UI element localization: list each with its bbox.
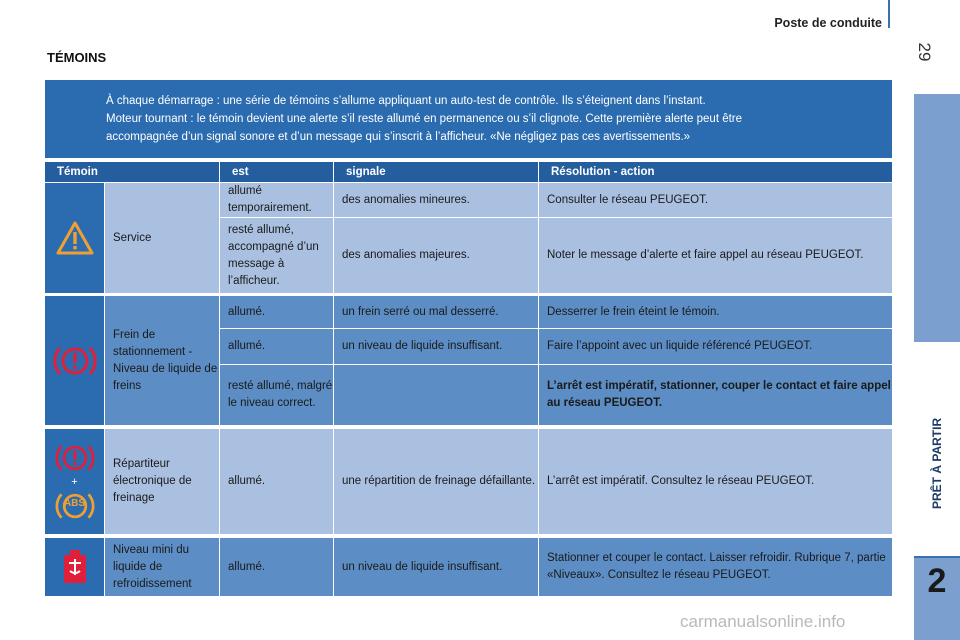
table-row (334, 365, 538, 425)
repartiteur-icon-cell (45, 429, 104, 534)
table-row: allumé. (220, 429, 333, 534)
table-row: resté allumé, accompagné d’un message à l’afficheur. (220, 218, 333, 293)
table-row: Faire l’appoint avec un liquide référencé PEUGEOT. (539, 329, 892, 364)
table-row: resté allumé, malgré le niveau correct. (220, 365, 333, 425)
refroid-name-cell (105, 538, 219, 596)
section-title: TÉMOINS (47, 50, 107, 65)
table-row: un niveau de liquide insuffisant. (334, 538, 538, 596)
table-row: Desserrer le frein éteint le témoin. (539, 296, 892, 328)
table-row: un niveau de liquide insuffisant. (334, 329, 538, 364)
table-row: L’arrêt est impératif, stationner, couper le contact et faire appel au réseau PEUGEOT. (539, 365, 892, 425)
watermark: carmanualsonline.info (680, 612, 846, 631)
frein-icon-cell (45, 296, 104, 425)
table-row: une répartition de freinage défaillante. (334, 429, 538, 534)
coolant-level-icon (62, 549, 88, 585)
service-name: Service (113, 231, 152, 244)
plus-sign: + (71, 475, 78, 488)
service-name-cell (105, 183, 219, 293)
header-temoin: Témoin (45, 162, 219, 182)
header-rule (888, 0, 890, 28)
warning-triangle-icon (55, 220, 95, 256)
table-row: L’arrêt est impératif. Consultez le réseau PEUGEOT. (539, 429, 892, 534)
frein-name: Frein de stationnement - Niveau de liquide de freins (113, 328, 218, 392)
table-row: des anomalies majeures. (334, 218, 538, 293)
table-row: un frein serré ou mal desserré. (334, 296, 538, 328)
header-est: est (220, 162, 333, 182)
page-header-title: Poste de conduite (774, 16, 882, 30)
abs-text: ABS (63, 497, 86, 509)
side-chapter-label: PRÊT À PARTIR (930, 417, 944, 509)
repartiteur-name-cell (105, 429, 219, 534)
table-row: allumé. (220, 538, 333, 596)
intro-line-3: accompagnée d’un signal sonore et d’un message qui s’inscrit à l’afficheur. «Ne négligez pas ces avertissements.» (106, 131, 691, 143)
abs-icon (52, 488, 98, 524)
table-row: Noter le message d’alerte et faire appel au réseau PEUGEOT. (539, 218, 892, 293)
table-row: des anomalies mineures. (334, 183, 538, 217)
table-row: allumé temporairement. (220, 183, 333, 217)
intro-line-2: Moteur tournant : le témoin devient une alerte s’il reste allumé en permanence ou s’il clignote. Cette première alerte peut être (106, 113, 743, 125)
brake-warning-icon (52, 341, 98, 381)
repartiteur-name: Répartiteur électronique de freinage (113, 458, 192, 504)
header-signale: signale (334, 162, 538, 182)
table-row: allumé. (220, 296, 333, 328)
service-icon-cell (45, 183, 104, 293)
refroid-icon-cell (45, 538, 104, 596)
header-resolution: Résolution - action (539, 162, 892, 182)
table-row: allumé. (220, 329, 333, 364)
intro-box (45, 80, 892, 158)
table-row: Stationner et couper le contact. Laisser refroidir. Rubrique 7, partie «Niveaux». Consultez le réseau PEUGEOT. (539, 538, 892, 596)
side-rule (914, 556, 960, 558)
refroid-name: Niveau mini du liquide de refroidissement (113, 543, 192, 590)
table-row: Consulter le réseau PEUGEOT. (539, 183, 892, 217)
brake-warning-icon (54, 440, 96, 476)
page-number: 29 (915, 42, 934, 62)
intro-line-1: À chaque démarrage : une série de témoins s’allume appliquant un auto-test de contrôle. Ils s’éteignent dans l’instant. (106, 95, 706, 107)
chapter-number: 2 (927, 562, 947, 600)
frein-name-cell (105, 296, 219, 425)
